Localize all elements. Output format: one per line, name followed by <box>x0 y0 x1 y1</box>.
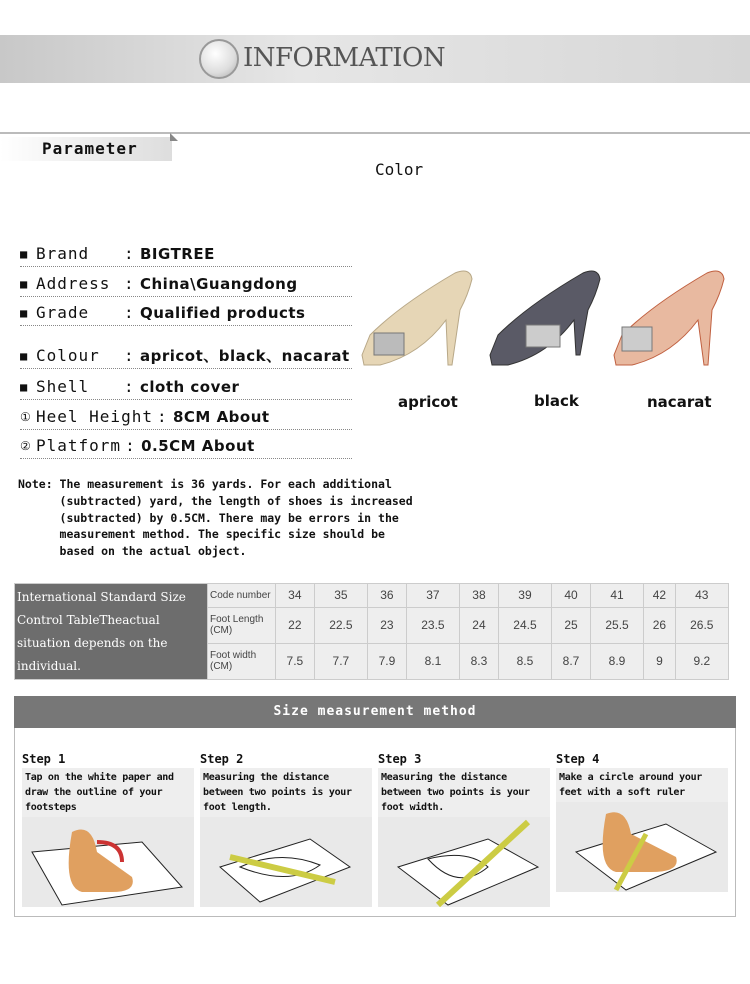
param-row <box>20 374 352 400</box>
color-title: Color <box>375 160 424 179</box>
table-cell: 42 <box>644 584 675 608</box>
information-title: INFORMATION <box>243 43 446 73</box>
param-value: China\Guangdong <box>140 274 298 293</box>
size-table-caption: International Standard Size Control TableTheactual situation depends on the individual. <box>15 584 208 680</box>
table-cell: 24 <box>460 607 499 643</box>
param-label: Brand <box>36 244 90 263</box>
param-row <box>20 343 352 369</box>
size-table <box>14 583 729 680</box>
param-label: Grade <box>36 303 90 322</box>
row-label: Foot width (CM) <box>208 643 276 679</box>
shoe-nacarat-image <box>612 265 737 375</box>
table-cell: 23 <box>368 607 407 643</box>
shoe-apricot-image <box>360 265 485 375</box>
parameter-tab: Parameter <box>0 137 172 161</box>
param-label: Shell <box>36 377 90 396</box>
param-value: cloth cover <box>140 377 240 396</box>
colon: : <box>124 244 134 263</box>
colon: : <box>125 436 135 455</box>
step-description: Measuring the distance between two points is your foot length. <box>200 768 372 817</box>
table-cell: 8.7 <box>552 643 591 679</box>
table-cell: 38 <box>460 584 499 608</box>
table-cell: 39 <box>498 584 551 608</box>
bullet-icon: ② <box>20 438 31 453</box>
table-cell: 43 <box>675 584 728 608</box>
bullet-icon: ■ <box>20 246 28 261</box>
table-cell: 36 <box>368 584 407 608</box>
color-label-apricot: apricot <box>398 393 458 411</box>
param-label: Heel Height <box>36 407 153 426</box>
table-cell: 37 <box>406 584 459 608</box>
table-cell: 8.9 <box>590 643 643 679</box>
step-title: Step 2 <box>200 752 244 766</box>
measurement-step <box>22 752 194 907</box>
table-cell: 8.5 <box>498 643 551 679</box>
param-label: Colour <box>36 346 100 365</box>
step-title: Step 1 <box>22 752 66 766</box>
measurement-title: Size measurement method <box>14 696 736 728</box>
table-cell: 7.9 <box>368 643 407 679</box>
table-cell: 41 <box>590 584 643 608</box>
step-description: Tap on the white paper and draw the outline of your footsteps <box>22 768 194 817</box>
table-cell: 7.5 <box>276 643 315 679</box>
step-title: Step 4 <box>556 752 600 766</box>
param-value: BIGTREE <box>140 244 215 263</box>
row-label: Foot Length (CM) <box>208 607 276 643</box>
table-cell: 40 <box>552 584 591 608</box>
table-cell: 9 <box>644 643 675 679</box>
table-cell: 26.5 <box>675 607 728 643</box>
measurement-step <box>200 752 372 907</box>
param-value: apricot、black、nacarat <box>140 347 350 365</box>
param-row <box>20 241 352 267</box>
colon: : <box>124 377 134 396</box>
step-description: Measuring the distance between two points is your foot width. <box>378 768 550 817</box>
table-cell: 25 <box>552 607 591 643</box>
foot-measurement-illustration <box>378 817 550 907</box>
table-cell: 8.3 <box>460 643 499 679</box>
param-row <box>20 271 352 297</box>
foot-measurement-illustration <box>556 802 728 892</box>
step-description: Make a circle around your feet with a soft ruler <box>556 768 728 802</box>
row-label: Code number <box>208 584 276 608</box>
param-label: Platform <box>36 436 122 455</box>
measurement-note: Note: The measurement is 36 yards. For each additional (subtracted) yard, the length of shoes is increased (subtracted) by 0.5CM. There may be errors in the measurement method. The specific size should be based on the actual object. <box>18 477 413 559</box>
bullet-icon: ① <box>20 409 31 424</box>
bullet-icon: ■ <box>20 379 28 394</box>
colon: : <box>124 303 134 322</box>
bullet-icon: ■ <box>20 305 28 320</box>
param-label: Address <box>36 274 111 293</box>
param-value: 0.5CM About <box>141 436 255 455</box>
measurement-step <box>556 752 728 892</box>
table-cell: 8.1 <box>406 643 459 679</box>
circle-ornament-icon <box>199 39 239 79</box>
step-title: Step 3 <box>378 752 422 766</box>
table-cell: 25.5 <box>590 607 643 643</box>
table-cell: 7.7 <box>314 643 367 679</box>
table-cell: 9.2 <box>675 643 728 679</box>
param-row <box>20 404 352 430</box>
table-cell: 24.5 <box>498 607 551 643</box>
param-row <box>20 433 352 459</box>
table-cell: 22.5 <box>314 607 367 643</box>
color-label-black: black <box>534 392 579 410</box>
measurement-step <box>378 752 550 907</box>
bullet-icon: ■ <box>20 348 28 363</box>
table-cell: 26 <box>644 607 675 643</box>
divider <box>0 132 750 134</box>
colon: : <box>124 274 134 293</box>
table-cell: 23.5 <box>406 607 459 643</box>
foot-measurement-illustration <box>200 817 372 907</box>
foot-measurement-illustration <box>22 817 194 907</box>
table-cell: 35 <box>314 584 367 608</box>
shoe-black-image <box>488 265 613 375</box>
colon: : <box>156 407 167 426</box>
table-cell: 34 <box>276 584 315 608</box>
colon: : <box>124 346 134 365</box>
color-label-nacarat: nacarat <box>647 393 712 411</box>
table-cell: 22 <box>276 607 315 643</box>
param-row <box>20 300 352 326</box>
param-value: 8CM About <box>172 407 270 426</box>
bullet-icon: ■ <box>20 276 28 291</box>
param-value: Qualified products <box>140 303 306 322</box>
table-row <box>15 584 729 608</box>
